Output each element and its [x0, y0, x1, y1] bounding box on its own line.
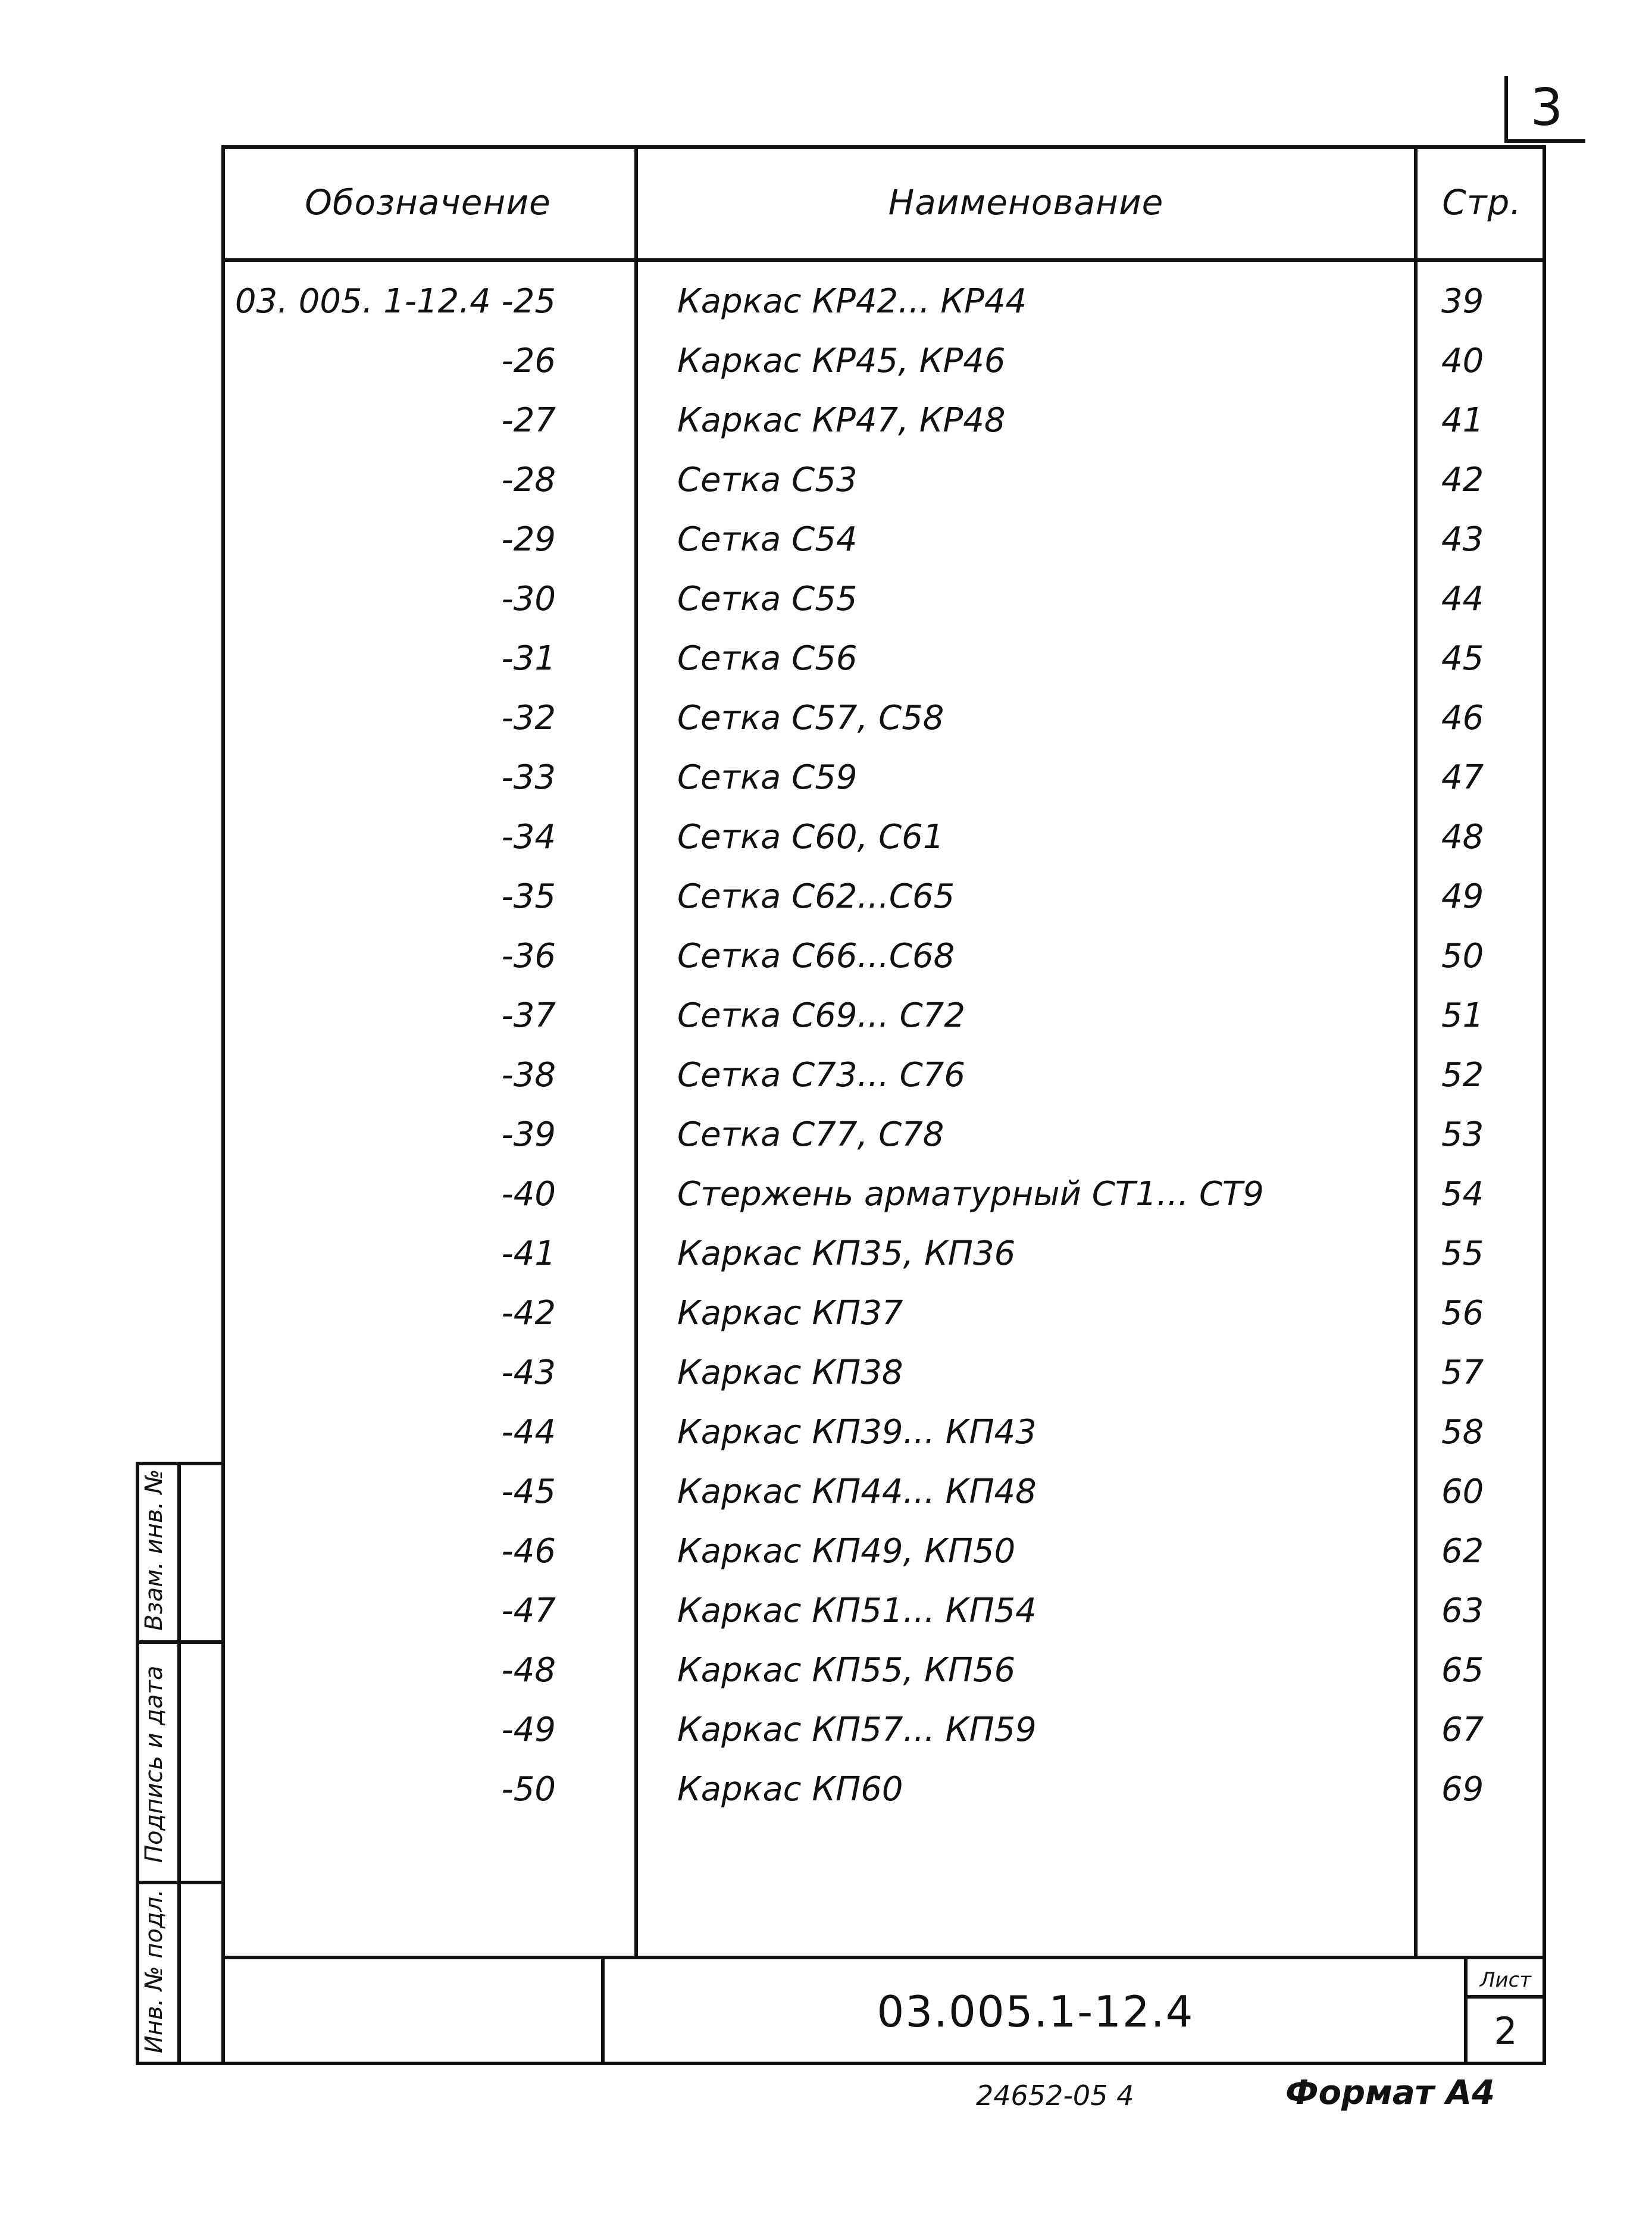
row-name: Каркас КР45, КР46	[677, 341, 1006, 380]
table-row	[221, 748, 1546, 807]
table-row	[221, 688, 1546, 748]
header-name-text: Наименование	[888, 182, 1164, 223]
row-designation: -27	[501, 401, 556, 440]
row-name: Сетка С60, С61	[677, 817, 944, 856]
header-page	[1418, 179, 1546, 226]
table-row	[221, 807, 1546, 867]
row-designation: -29	[501, 520, 556, 559]
title-block-sheet-line	[1464, 1995, 1546, 1999]
row-name: Сетка С73... С76	[677, 1055, 966, 1095]
row-designation: -34	[501, 817, 556, 856]
table-row	[221, 509, 1546, 569]
row-name: Каркас КП49, КП50	[677, 1531, 1016, 1571]
row-designation: -33	[501, 758, 556, 797]
row-designation: -40	[501, 1174, 556, 1214]
row-designation: -41	[501, 1234, 556, 1273]
row-designation: -50	[501, 1769, 556, 1809]
sheet-number-box	[1504, 76, 1585, 143]
row-page: 62	[1441, 1531, 1484, 1571]
row-name: Сетка С57, С58	[677, 698, 944, 737]
row-name: Каркас КП60	[677, 1769, 903, 1809]
row-page: 65	[1441, 1650, 1484, 1690]
row-designation: -44	[501, 1412, 556, 1452]
table-row	[221, 1402, 1546, 1462]
sheet-label: Лист	[1479, 1968, 1532, 1992]
row-page: 60	[1441, 1472, 1484, 1511]
table-row	[221, 569, 1546, 628]
table-row	[221, 1164, 1546, 1224]
row-page: 63	[1441, 1591, 1484, 1630]
row-page: 42	[1441, 460, 1484, 499]
table-row	[221, 1759, 1546, 1819]
row-designation: -45	[501, 1472, 556, 1511]
table-row	[221, 1224, 1546, 1283]
row-name: Сетка С59	[677, 758, 858, 797]
row-page: 39	[1441, 282, 1484, 321]
row-page: 45	[1441, 639, 1484, 678]
row-page: 40	[1441, 341, 1484, 380]
row-designation: -35	[501, 877, 556, 916]
row-name: Сетка С66...С68	[677, 936, 955, 975]
table-row	[221, 867, 1546, 926]
table-row	[221, 450, 1546, 509]
row-designation: -49	[501, 1710, 556, 1749]
table-row	[221, 926, 1546, 986]
row-designation: -36	[501, 936, 556, 975]
row-designation: -46	[501, 1531, 556, 1571]
row-page: 48	[1441, 817, 1484, 856]
format-label: Формат А4	[1285, 2073, 1495, 2112]
doc-code: 03.005.1-12.4	[877, 1987, 1194, 2037]
table-row	[221, 1045, 1546, 1105]
table-row	[221, 271, 1546, 331]
row-page: 53	[1441, 1115, 1484, 1154]
row-page: 47	[1441, 758, 1484, 797]
row-designation: -26	[501, 341, 556, 380]
table-row	[221, 1283, 1546, 1343]
row-page: 41	[1441, 401, 1484, 440]
row-designation: -38	[501, 1055, 556, 1095]
table-row	[221, 1462, 1546, 1521]
row-name: Каркас КР42... КР44	[677, 282, 1027, 321]
row-page: 46	[1441, 698, 1484, 737]
row-name: Каркас КП35, КП36	[677, 1234, 1016, 1273]
table-row	[221, 986, 1546, 1045]
table-row	[221, 1521, 1546, 1581]
row-name: Каркас КР47, КР48	[677, 401, 1006, 440]
row-name: Сетка С54	[677, 520, 858, 559]
row-name: Сетка С69... С72	[677, 996, 966, 1035]
row-page: 43	[1441, 520, 1484, 559]
row-page: 55	[1441, 1234, 1484, 1273]
header-name	[638, 179, 1414, 226]
row-page: 58	[1441, 1412, 1484, 1452]
row-page: 52	[1441, 1055, 1484, 1095]
row-designation: -32	[501, 698, 556, 737]
row-designation: -37	[501, 996, 556, 1035]
table-row	[221, 331, 1546, 390]
row-page: 57	[1441, 1353, 1484, 1392]
row-name: Стержень арматурный СТ1... СТ9	[677, 1174, 1264, 1214]
row-name: Каркас КП57... КП59	[677, 1710, 1037, 1749]
sheet-no: 2	[1494, 2009, 1518, 2053]
table-row	[221, 1581, 1546, 1640]
row-page: 56	[1441, 1293, 1484, 1333]
row-page: 49	[1441, 877, 1484, 916]
stamp-divider-1	[136, 1640, 221, 1644]
row-page: 67	[1441, 1710, 1484, 1749]
row-designation: -47	[501, 1591, 556, 1630]
row-name: Каркас КП38	[677, 1353, 903, 1392]
header-page-text: Стр.	[1442, 182, 1522, 223]
row-page: 44	[1441, 579, 1484, 618]
table-row	[221, 628, 1546, 688]
row-name: Каркас КП37	[677, 1293, 903, 1333]
row-name: Сетка С55	[677, 579, 858, 618]
table-row	[221, 1105, 1546, 1164]
table-row	[221, 1640, 1546, 1700]
row-page: 54	[1441, 1174, 1484, 1214]
stamp-signature-date: Подпись и дата	[140, 1665, 168, 1863]
row-name: Каркас КП51... КП54	[677, 1591, 1037, 1630]
row-name: Каркас КП44... КП48	[677, 1472, 1037, 1511]
row-designation: -31	[501, 639, 556, 678]
table-row	[221, 1700, 1546, 1759]
stamp-inv-orig: Инв. № подл.	[140, 1889, 168, 2053]
row-name: Сетка С62...С65	[677, 877, 955, 916]
row-name: Сетка С56	[677, 639, 858, 678]
row-designation: -43	[501, 1353, 556, 1392]
row-designation: -28	[501, 460, 556, 499]
sheet-number: 3	[1530, 78, 1563, 137]
row-page: 51	[1441, 996, 1484, 1035]
row-page: 50	[1441, 936, 1484, 975]
row-designation: -42	[501, 1293, 556, 1333]
table-row	[221, 1343, 1546, 1402]
header-designation-text: Обозначение	[305, 182, 551, 223]
table-row	[221, 390, 1546, 450]
stamp-replaced-inv: Взам. инв. №	[140, 1469, 168, 1631]
row-name: Сетка С53	[677, 460, 858, 499]
row-designation: -39	[501, 1115, 556, 1154]
archive-number: 24652-05 4	[976, 2079, 1134, 2112]
stamp-divider-2	[136, 1881, 221, 1884]
stamp-inner-divider	[177, 1462, 181, 2065]
row-name: Каркас КП55, КП56	[677, 1650, 1016, 1690]
row-name: Каркас КП39... КП43	[677, 1412, 1037, 1452]
row-designation: -30	[501, 579, 556, 618]
row-page: 69	[1441, 1769, 1484, 1809]
row-designation: 03. 005. 1-12.4 -25	[234, 282, 556, 321]
row-designation: -48	[501, 1650, 556, 1690]
row-name: Сетка С77, С78	[677, 1115, 944, 1154]
header-designation	[221, 179, 634, 226]
